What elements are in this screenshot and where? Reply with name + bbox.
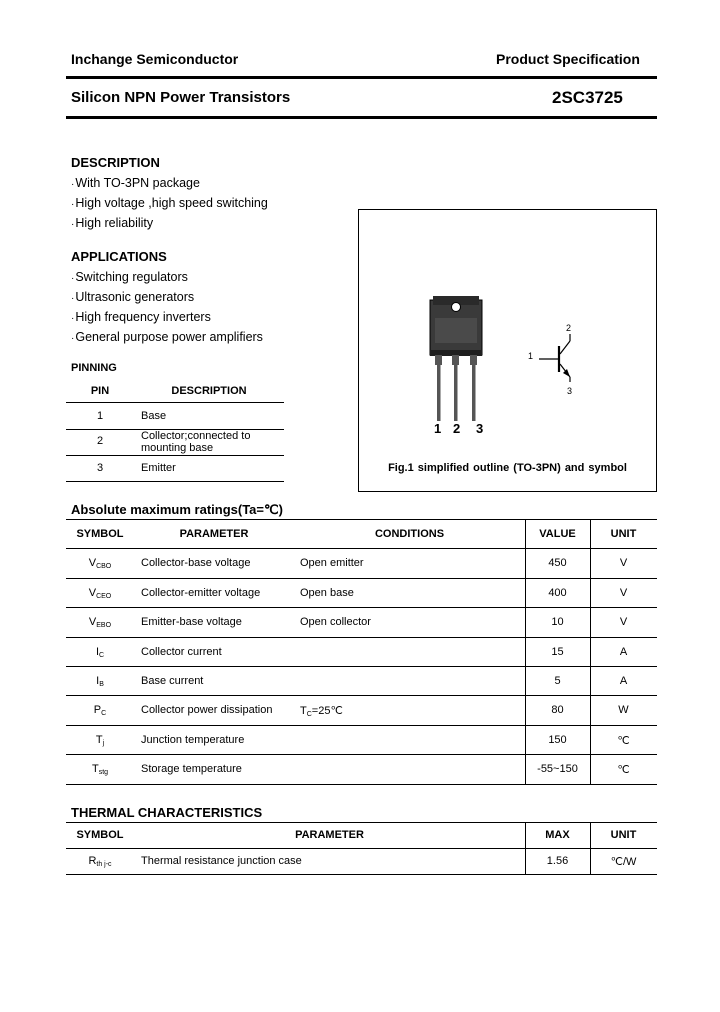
figure-box	[358, 209, 657, 492]
product-line: Silicon NPN Power Transistors	[71, 89, 291, 106]
abs-max-parameter: Collector-emitter voltage	[141, 587, 261, 599]
abs-max-row-rule	[66, 637, 657, 638]
abs-max-unit: A	[619, 675, 628, 687]
abs-max-parameter: Junction temperature	[141, 734, 245, 746]
abs-max-condition: Open collector	[300, 616, 371, 628]
abs-max-rule-top	[66, 519, 657, 520]
abs-max-symbol: $I_B$	[96, 675, 104, 688]
abs-max-symbol: $T_{stg}$	[91, 763, 109, 776]
abs-max-value: 80	[551, 704, 564, 716]
description-list	[71, 174, 268, 234]
company-name: Inchange Semiconductor	[71, 51, 239, 67]
symbol-pin-emitter: 3	[567, 386, 573, 396]
thermal-row-rule	[66, 848, 657, 849]
abs-max-row-rule	[66, 666, 657, 667]
application-item: ·Ultrasonic generators	[71, 290, 195, 304]
abs-max-value: 5	[554, 675, 561, 687]
abs-max-header-parameter: PARAMETER	[179, 528, 249, 540]
bullet-icon: ·	[71, 219, 75, 230]
abs-max-parameter: Collector-base voltage	[141, 557, 251, 569]
abs-max-parameter: Base current	[141, 675, 204, 687]
abs-max-row-rule	[66, 754, 657, 755]
doc-type: Product Specification	[496, 51, 640, 67]
abs-max-unit: ℃	[617, 764, 630, 776]
applications-list	[71, 268, 263, 348]
thermal-parameter: Thermal resistance junction case	[141, 855, 302, 867]
symbol-pin-collector: 2	[566, 323, 572, 333]
thermal-header-parameter: PARAMETER	[295, 829, 364, 841]
abs-max-parameter: Collector current	[141, 646, 222, 658]
abs-max-row-rule	[66, 548, 657, 549]
header-rule-top	[66, 76, 657, 79]
description-item: ·High voltage ,high speed switching	[71, 196, 268, 210]
pinning-rule	[66, 481, 284, 482]
abs-max-value: 15	[551, 646, 564, 658]
pinning-pin: 2	[96, 435, 104, 447]
application-item: ·General purpose power amplifiers	[71, 330, 263, 344]
abs-max-unit: A	[619, 646, 628, 658]
thermal-symbol: $R_{th j-c}$	[88, 855, 112, 868]
abs-max-unit: W	[618, 704, 629, 716]
abs-max-symbol: $T_j$	[95, 734, 105, 747]
abs-max-unit: ℃	[617, 735, 630, 747]
thermal-header-unit: UNIT	[610, 829, 637, 841]
figure-caption: Fig.1 simplified outline (TO-3PN) and symbol	[388, 462, 627, 474]
application-item: ·Switching regulators	[71, 270, 188, 284]
abs-max-value: -55~150	[537, 763, 578, 775]
package-pin-label: 2	[453, 421, 461, 436]
abs-max-row-rule	[66, 607, 657, 608]
abs-max-value: 150	[548, 734, 567, 746]
pinning-rule	[66, 402, 284, 403]
part-number: 2SC3725	[552, 88, 623, 107]
applications-title: APPLICATIONS	[71, 249, 167, 264]
abs-max-symbol: $P_C$	[93, 704, 107, 717]
thermal-header-symbol: SYMBOL	[76, 829, 124, 841]
abs-max-value: 400	[548, 587, 567, 599]
abs-max-condition: Open emitter	[300, 557, 364, 569]
package-pin-label: 3	[476, 421, 484, 436]
abs-max-unit: V	[619, 557, 628, 569]
pinning-pin: 3	[96, 462, 104, 474]
thermal-header-max: MAX	[545, 829, 570, 841]
bullet-icon: ·	[71, 273, 75, 284]
description-title: DESCRIPTION	[71, 155, 160, 170]
thermal-max: 1.56	[546, 855, 569, 867]
abs-max-parameter: Emitter-base voltage	[141, 616, 242, 628]
abs-max-symbol: $V_{EBO}$	[88, 616, 112, 629]
abs-max-header-value: VALUE	[539, 528, 576, 540]
abs-max-value: 450	[548, 557, 567, 569]
abs-max-parameter: Storage temperature	[141, 763, 242, 775]
bullet-icon: ·	[71, 293, 75, 304]
abs-max-condition: $T_C=25℃$	[300, 705, 343, 718]
thermal-unit: ℃/W	[610, 856, 637, 868]
pinning-desc: Base	[141, 410, 167, 422]
thermal-rule-top	[66, 822, 657, 823]
abs-max-value: 10	[551, 616, 564, 628]
abs-max-header-unit: UNIT	[610, 528, 637, 540]
pinning-pin: 1	[96, 410, 104, 422]
package-outline-image	[359, 210, 656, 450]
bullet-icon: ·	[71, 199, 75, 210]
abs-max-unit: V	[619, 587, 628, 599]
pinning-desc: Emitter	[141, 462, 176, 474]
thermal-rule-bottom	[66, 874, 657, 875]
bullet-icon: ·	[71, 333, 75, 344]
abs-max-title: Absolute maximum ratings(Ta=℃)	[71, 502, 283, 517]
bullet-icon: ·	[71, 179, 75, 190]
abs-max-symbol: $V_{CEO}$	[88, 587, 112, 600]
abs-max-unit: V	[619, 616, 628, 628]
symbol-pin-base: 1	[528, 351, 534, 361]
abs-max-symbol: $I_C$	[95, 646, 105, 659]
header-rule-bottom	[66, 116, 657, 119]
pinning-header-description: DESCRIPTION	[171, 385, 247, 397]
abs-max-row-rule	[66, 695, 657, 696]
abs-max-header-symbol: SYMBOL	[76, 528, 124, 540]
pinning-desc: Collector;connected to mounting base	[141, 430, 251, 454]
abs-max-symbol: $V_{CBO}$	[88, 557, 112, 570]
abs-max-row-rule	[66, 725, 657, 726]
abs-max-parameter: Collector power dissipation	[141, 704, 273, 716]
pinning-header-pin: PIN	[90, 385, 110, 397]
thermal-title: THERMAL CHARACTERISTICS	[71, 805, 263, 820]
abs-max-header-conditions: CONDITIONS	[374, 528, 445, 540]
application-item: ·High frequency inverters	[71, 310, 211, 324]
description-item: ·With TO-3PN package	[71, 176, 200, 190]
pinning-title: PINNING	[71, 362, 117, 374]
description-item: ·High reliability	[71, 216, 154, 230]
abs-max-rule-bottom	[66, 784, 657, 785]
pinning-rule	[66, 455, 284, 456]
package-pin-label: 1	[434, 421, 442, 436]
abs-max-condition: Open base	[300, 587, 354, 599]
abs-max-row-rule	[66, 578, 657, 579]
bullet-icon: ·	[71, 313, 75, 324]
